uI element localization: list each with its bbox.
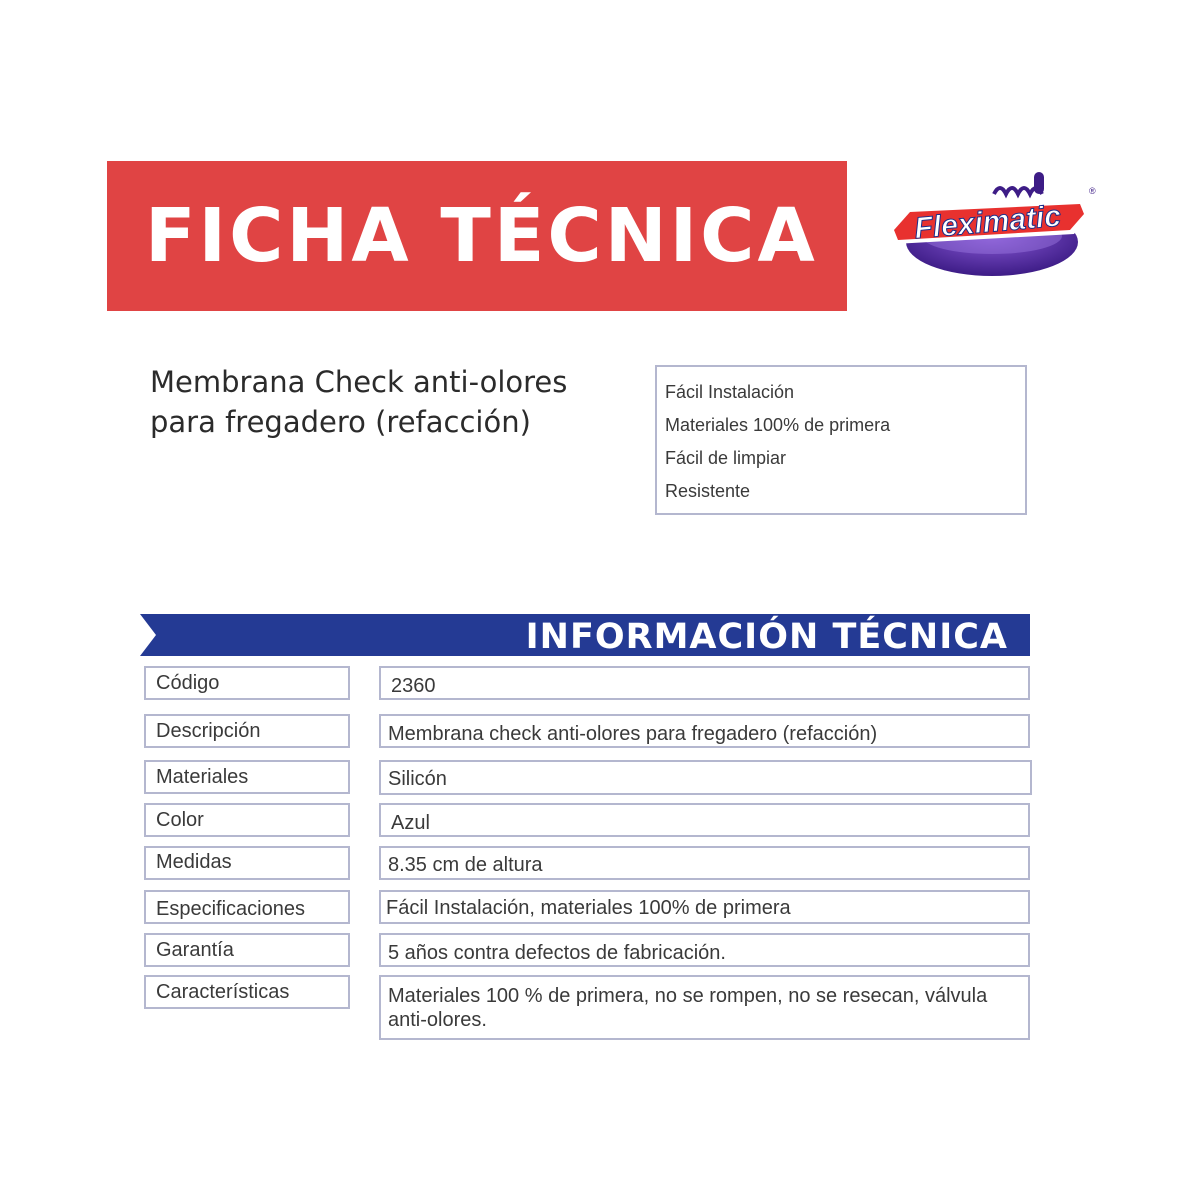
row-label: Especificaciones — [144, 890, 350, 924]
product-title-line2: para fregadero (refacción) — [150, 405, 531, 439]
row-label: Descripción — [144, 714, 350, 748]
row-value: Silicón — [379, 760, 1032, 795]
row-value: Membrana check anti-olores para fregadero (refacción) — [379, 714, 1030, 748]
row-value: Azul — [379, 803, 1030, 837]
feature-item: Resistente — [665, 481, 751, 501]
info-banner — [140, 614, 1030, 656]
feature-item: Fácil Instalación — [665, 382, 795, 402]
row-value: 5 años contra defectos de fabricación. — [379, 933, 1030, 967]
product-title — [150, 362, 640, 442]
features-box — [655, 365, 1027, 515]
row-label: Código — [144, 666, 350, 700]
logo-text: Fleximatic — [913, 199, 1063, 246]
info-title: INFORMACIÓN TÉCNICA — [525, 617, 1008, 657]
feature-item: Materiales 100% de primera — [665, 415, 891, 435]
row-label: Materiales — [144, 760, 350, 794]
row-value: 2360 — [379, 666, 1030, 700]
row-label: Color — [144, 803, 350, 837]
row-label: Características — [144, 975, 350, 1009]
row-label: Medidas — [144, 846, 350, 880]
header-banner — [107, 161, 847, 311]
page-title: FICHA TÉCNICA — [145, 193, 818, 279]
row-value: Materiales 100 % de primera, no se rompen, no se resecan, válvula anti-olores. — [379, 975, 1030, 1040]
row-value: 8.35 cm de altura — [379, 846, 1030, 880]
fleximatic-logo — [884, 160, 1100, 280]
logo-registered-mark: ® — [1089, 186, 1096, 196]
product-title-line1: Membrana Check anti-olores — [150, 365, 568, 399]
row-value: Fácil Instalación, materiales 100% de primera — [379, 890, 1030, 924]
row-label: Garantía — [144, 933, 350, 967]
feature-item: Fácil de limpiar — [665, 448, 787, 468]
